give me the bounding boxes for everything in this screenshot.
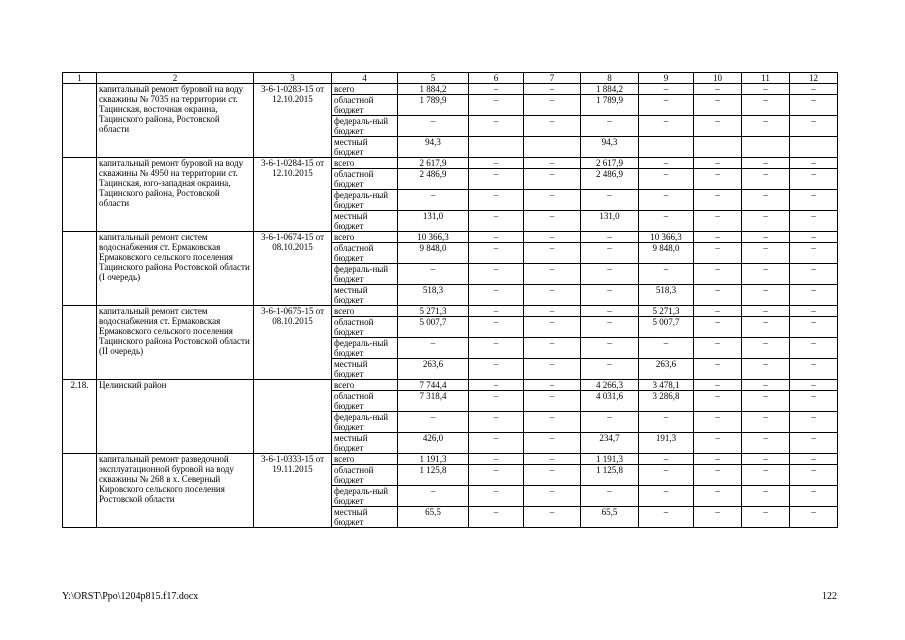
- amount-cell: –: [581, 486, 639, 507]
- funding-source: всего: [332, 232, 398, 243]
- amount-cell: 1 884,2: [398, 84, 469, 95]
- amount-cell: 9 848,0: [398, 243, 469, 264]
- amount-cell: –: [469, 317, 524, 338]
- amount-cell: 10 366,3: [639, 232, 694, 243]
- amount-cell: –: [524, 359, 581, 380]
- amount-cell: 1 884,2: [581, 84, 639, 95]
- table-row: [63, 232, 838, 243]
- document-reference: 3-6-1-0674-15 от 08.10.2015: [254, 232, 332, 306]
- funding-source: местный бюджет: [332, 507, 398, 528]
- amount-cell: 1 789,9: [581, 95, 639, 116]
- object-name: капитальный ремонт буровой на воду скважины № 7035 на территории ст. Тацинская, восточная окраина, Тацинского района, Ростовской области: [97, 84, 254, 158]
- amount-cell: –: [790, 232, 838, 243]
- amount-cell: –: [524, 190, 581, 211]
- amount-cell: –: [790, 243, 838, 264]
- amount-cell: –: [398, 264, 469, 285]
- amount-cell: –: [469, 306, 524, 317]
- amount-cell: –: [469, 391, 524, 412]
- amount-cell: –: [524, 211, 581, 232]
- amount-cell: –: [694, 190, 742, 211]
- page-number: 122: [822, 591, 837, 602]
- amount-cell: –: [790, 306, 838, 317]
- amount-cell: –: [581, 264, 639, 285]
- amount-cell: [469, 137, 524, 158]
- row-code: [63, 232, 97, 306]
- amount-cell: –: [581, 285, 639, 306]
- amount-cell: –: [469, 264, 524, 285]
- funding-source: местный бюджет: [332, 137, 398, 158]
- funding-source: всего: [332, 158, 398, 169]
- object-name: капитальный ремонт систем водоснабжения ст. Ермаковская Ермаковского сельского поселения Тацинского района Ростовской области (I очередь): [97, 232, 254, 306]
- amount-cell: –: [524, 264, 581, 285]
- amount-cell: –: [524, 465, 581, 486]
- amount-cell: –: [581, 232, 639, 243]
- amount-cell: –: [694, 306, 742, 317]
- column-number: 10: [694, 73, 742, 84]
- column-number: 12: [790, 73, 838, 84]
- amount-cell: –: [581, 359, 639, 380]
- amount-cell: –: [581, 190, 639, 211]
- amount-cell: –: [790, 454, 838, 465]
- amount-cell: 5 271,3: [398, 306, 469, 317]
- amount-cell: [694, 137, 742, 158]
- amount-cell: –: [790, 338, 838, 359]
- funding-source: областной бюджет: [332, 243, 398, 264]
- amount-cell: –: [581, 317, 639, 338]
- amount-cell: –: [581, 116, 639, 137]
- document-reference: 3-6-1-0333-15 от 19.11.2015: [254, 454, 332, 528]
- amount-cell: 1 191,3: [398, 454, 469, 465]
- amount-cell: –: [469, 169, 524, 190]
- amount-cell: –: [790, 412, 838, 433]
- amount-cell: –: [469, 84, 524, 95]
- amount-cell: –: [742, 507, 790, 528]
- funding-source: местный бюджет: [332, 211, 398, 232]
- column-number: 5: [398, 73, 469, 84]
- amount-cell: –: [742, 338, 790, 359]
- amount-cell: –: [469, 433, 524, 454]
- amount-cell: [742, 137, 790, 158]
- row-code: [63, 454, 97, 528]
- funding-source: федераль-ный бюджет: [332, 264, 398, 285]
- amount-cell: –: [694, 243, 742, 264]
- amount-cell: –: [742, 285, 790, 306]
- amount-cell: –: [639, 84, 694, 95]
- amount-cell: 263,6: [639, 359, 694, 380]
- amount-cell: 426,0: [398, 433, 469, 454]
- funding-source: всего: [332, 454, 398, 465]
- amount-cell: –: [790, 486, 838, 507]
- amount-cell: –: [639, 465, 694, 486]
- amount-cell: 518,3: [398, 285, 469, 306]
- amount-cell: –: [742, 232, 790, 243]
- funding-source: федераль-ный бюджет: [332, 486, 398, 507]
- table-row: [63, 454, 838, 465]
- amount-cell: –: [694, 391, 742, 412]
- funding-source: областной бюджет: [332, 391, 398, 412]
- amount-cell: –: [524, 95, 581, 116]
- amount-cell: 5 007,7: [398, 317, 469, 338]
- amount-cell: –: [742, 486, 790, 507]
- amount-cell: –: [524, 285, 581, 306]
- funding-source: местный бюджет: [332, 433, 398, 454]
- amount-cell: –: [469, 232, 524, 243]
- amount-cell: 518,3: [639, 285, 694, 306]
- amount-cell: –: [469, 507, 524, 528]
- column-number-row: [63, 73, 838, 84]
- amount-cell: –: [742, 95, 790, 116]
- amount-cell: –: [742, 264, 790, 285]
- amount-cell: –: [790, 285, 838, 306]
- amount-cell: 234,7: [581, 433, 639, 454]
- amount-cell: –: [469, 486, 524, 507]
- amount-cell: 3 478,1: [639, 380, 694, 391]
- amount-cell: 1 789,9: [398, 95, 469, 116]
- amount-cell: 7 318,4: [398, 391, 469, 412]
- amount-cell: 5 007,7: [639, 317, 694, 338]
- amount-cell: 2 486,9: [581, 169, 639, 190]
- amount-cell: –: [469, 116, 524, 137]
- amount-cell: 65,5: [581, 507, 639, 528]
- amount-cell: [639, 137, 694, 158]
- funding-source: местный бюджет: [332, 285, 398, 306]
- amount-cell: –: [790, 116, 838, 137]
- amount-cell: 1 125,8: [398, 465, 469, 486]
- amount-cell: 5 271,3: [639, 306, 694, 317]
- amount-cell: –: [694, 412, 742, 433]
- amount-cell: –: [694, 232, 742, 243]
- amount-cell: –: [469, 95, 524, 116]
- object-name: капитальный ремонт систем водоснабжения ст. Ермаковская Ермаковского сельского поселения Тацинского района Ростовской области (II очередь): [97, 306, 254, 380]
- funding-source: областной бюджет: [332, 169, 398, 190]
- amount-cell: 2 617,9: [398, 158, 469, 169]
- funding-source: федераль-ный бюджет: [332, 338, 398, 359]
- amount-cell: –: [524, 454, 581, 465]
- amount-cell: –: [742, 306, 790, 317]
- amount-cell: –: [639, 507, 694, 528]
- object-name: капитальный ремонт разведочной эксплуатационной буровой на воду скважины № 268 в х. Северный Кировского сельского поселения Ростовской области: [97, 454, 254, 528]
- amount-cell: –: [790, 190, 838, 211]
- amount-cell: 263,6: [398, 359, 469, 380]
- footer-file-path: Y:\ORST\Ppo\1204p815.f17.docx: [62, 591, 199, 602]
- funding-source: федераль-ный бюджет: [332, 190, 398, 211]
- amount-cell: –: [524, 243, 581, 264]
- amount-cell: –: [639, 116, 694, 137]
- row-code: [63, 306, 97, 380]
- amount-cell: –: [639, 412, 694, 433]
- column-number: 9: [639, 73, 694, 84]
- amount-cell: –: [524, 317, 581, 338]
- amount-cell: 94,3: [398, 137, 469, 158]
- amount-cell: –: [524, 486, 581, 507]
- amount-cell: –: [790, 380, 838, 391]
- amount-cell: 65,5: [398, 507, 469, 528]
- amount-cell: –: [742, 359, 790, 380]
- funding-source: областной бюджет: [332, 465, 398, 486]
- amount-cell: –: [639, 264, 694, 285]
- amount-cell: –: [742, 243, 790, 264]
- object-name: капитальный ремонт буровой на воду скважины № 4950 на территории ст. Тацинская, юго-западная окраина, Тацинского района, Ростовской области: [97, 158, 254, 232]
- column-number: 8: [581, 73, 639, 84]
- amount-cell: 1 191,3: [581, 454, 639, 465]
- amount-cell: 94,3: [581, 137, 639, 158]
- amount-cell: –: [694, 486, 742, 507]
- amount-cell: 131,0: [581, 211, 639, 232]
- amount-cell: –: [524, 158, 581, 169]
- amount-cell: –: [694, 84, 742, 95]
- amount-cell: –: [742, 433, 790, 454]
- amount-cell: –: [790, 507, 838, 528]
- amount-cell: –: [524, 433, 581, 454]
- amount-cell: –: [694, 433, 742, 454]
- amount-cell: –: [639, 190, 694, 211]
- amount-cell: 3 286,8: [639, 391, 694, 412]
- amount-cell: –: [742, 84, 790, 95]
- amount-cell: –: [524, 116, 581, 137]
- amount-cell: –: [581, 412, 639, 433]
- row-code: [63, 84, 97, 158]
- amount-cell: –: [469, 338, 524, 359]
- amount-cell: –: [742, 158, 790, 169]
- funding-source: всего: [332, 306, 398, 317]
- amount-cell: –: [469, 211, 524, 232]
- table-row: [63, 158, 838, 169]
- document-reference: [254, 380, 332, 454]
- amount-cell: –: [398, 486, 469, 507]
- amount-cell: –: [639, 338, 694, 359]
- amount-cell: –: [790, 84, 838, 95]
- amount-cell: –: [694, 95, 742, 116]
- row-code: [63, 158, 97, 232]
- amount-cell: –: [694, 285, 742, 306]
- amount-cell: –: [694, 359, 742, 380]
- amount-cell: –: [524, 169, 581, 190]
- amount-cell: –: [398, 412, 469, 433]
- column-number: 6: [469, 73, 524, 84]
- amount-cell: –: [524, 507, 581, 528]
- amount-cell: –: [694, 116, 742, 137]
- amount-cell: –: [524, 232, 581, 243]
- amount-cell: –: [694, 169, 742, 190]
- amount-cell: –: [639, 211, 694, 232]
- amount-cell: –: [790, 465, 838, 486]
- amount-cell: 9 848,0: [639, 243, 694, 264]
- amount-cell: –: [469, 285, 524, 306]
- amount-cell: –: [398, 190, 469, 211]
- column-number: 3: [254, 73, 332, 84]
- column-number: 4: [332, 73, 398, 84]
- amount-cell: –: [469, 412, 524, 433]
- amount-cell: –: [742, 465, 790, 486]
- amount-cell: –: [398, 338, 469, 359]
- table-row: [63, 84, 838, 95]
- amount-cell: –: [790, 158, 838, 169]
- funding-source: федераль-ный бюджет: [332, 116, 398, 137]
- amount-cell: –: [581, 338, 639, 359]
- amount-cell: [524, 137, 581, 158]
- amount-cell: –: [742, 116, 790, 137]
- amount-cell: –: [694, 264, 742, 285]
- amount-cell: –: [469, 190, 524, 211]
- amount-cell: –: [639, 486, 694, 507]
- amount-cell: –: [398, 116, 469, 137]
- amount-cell: –: [694, 211, 742, 232]
- funding-source: всего: [332, 84, 398, 95]
- amount-cell: –: [694, 158, 742, 169]
- column-number: 1: [63, 73, 97, 84]
- column-number: 11: [742, 73, 790, 84]
- amount-cell: –: [742, 190, 790, 211]
- amount-cell: –: [790, 391, 838, 412]
- funding-source: областной бюджет: [332, 317, 398, 338]
- object-name: Целинский район: [97, 380, 254, 454]
- amount-cell: –: [790, 317, 838, 338]
- amount-cell: –: [790, 169, 838, 190]
- amount-cell: 4 031,6: [581, 391, 639, 412]
- column-number: 7: [524, 73, 581, 84]
- amount-cell: –: [790, 264, 838, 285]
- amount-cell: –: [790, 433, 838, 454]
- funding-source: областной бюджет: [332, 95, 398, 116]
- amount-cell: 191,3: [639, 433, 694, 454]
- amount-cell: –: [524, 338, 581, 359]
- amount-cell: –: [742, 454, 790, 465]
- amount-cell: 1 125,8: [581, 465, 639, 486]
- amount-cell: –: [469, 465, 524, 486]
- amount-cell: –: [524, 412, 581, 433]
- amount-cell: –: [639, 169, 694, 190]
- amount-cell: –: [524, 380, 581, 391]
- amount-cell: –: [639, 158, 694, 169]
- column-number: 2: [97, 73, 254, 84]
- funding-source: местный бюджет: [332, 359, 398, 380]
- amount-cell: –: [524, 306, 581, 317]
- amount-cell: –: [639, 95, 694, 116]
- amount-cell: 10 366,3: [398, 232, 469, 243]
- amount-cell: –: [469, 454, 524, 465]
- amount-cell: –: [469, 359, 524, 380]
- amount-cell: –: [639, 454, 694, 465]
- amount-cell: –: [581, 306, 639, 317]
- table-row: [63, 380, 838, 391]
- budget-table: [62, 72, 838, 528]
- row-code: 2.18.: [63, 380, 97, 454]
- amount-cell: –: [524, 84, 581, 95]
- amount-cell: –: [694, 507, 742, 528]
- amount-cell: –: [742, 412, 790, 433]
- document-reference: 3-6-1-0283-15 от 12.10.2015: [254, 84, 332, 158]
- amount-cell: 2 486,9: [398, 169, 469, 190]
- amount-cell: –: [790, 95, 838, 116]
- amount-cell: –: [694, 454, 742, 465]
- amount-cell: –: [694, 338, 742, 359]
- amount-cell: 2 617,9: [581, 158, 639, 169]
- amount-cell: –: [469, 380, 524, 391]
- funding-source: федераль-ный бюджет: [332, 412, 398, 433]
- table-row: [63, 306, 838, 317]
- amount-cell: 4 266,3: [581, 380, 639, 391]
- amount-cell: –: [742, 391, 790, 412]
- amount-cell: –: [524, 391, 581, 412]
- amount-cell: –: [469, 243, 524, 264]
- amount-cell: –: [742, 169, 790, 190]
- amount-cell: –: [581, 243, 639, 264]
- amount-cell: –: [469, 158, 524, 169]
- amount-cell: –: [694, 465, 742, 486]
- amount-cell: –: [694, 317, 742, 338]
- document-reference: 3-6-1-0284-15 от 12.10.2015: [254, 158, 332, 232]
- amount-cell: 131,0: [398, 211, 469, 232]
- document-reference: 3-6-1-0675-15 от 08.10.2015: [254, 306, 332, 380]
- amount-cell: –: [742, 317, 790, 338]
- amount-cell: –: [790, 359, 838, 380]
- funding-source: всего: [332, 380, 398, 391]
- amount-cell: [790, 137, 838, 158]
- amount-cell: –: [790, 211, 838, 232]
- amount-cell: –: [742, 211, 790, 232]
- amount-cell: 7 744,4: [398, 380, 469, 391]
- amount-cell: –: [742, 380, 790, 391]
- amount-cell: –: [694, 380, 742, 391]
